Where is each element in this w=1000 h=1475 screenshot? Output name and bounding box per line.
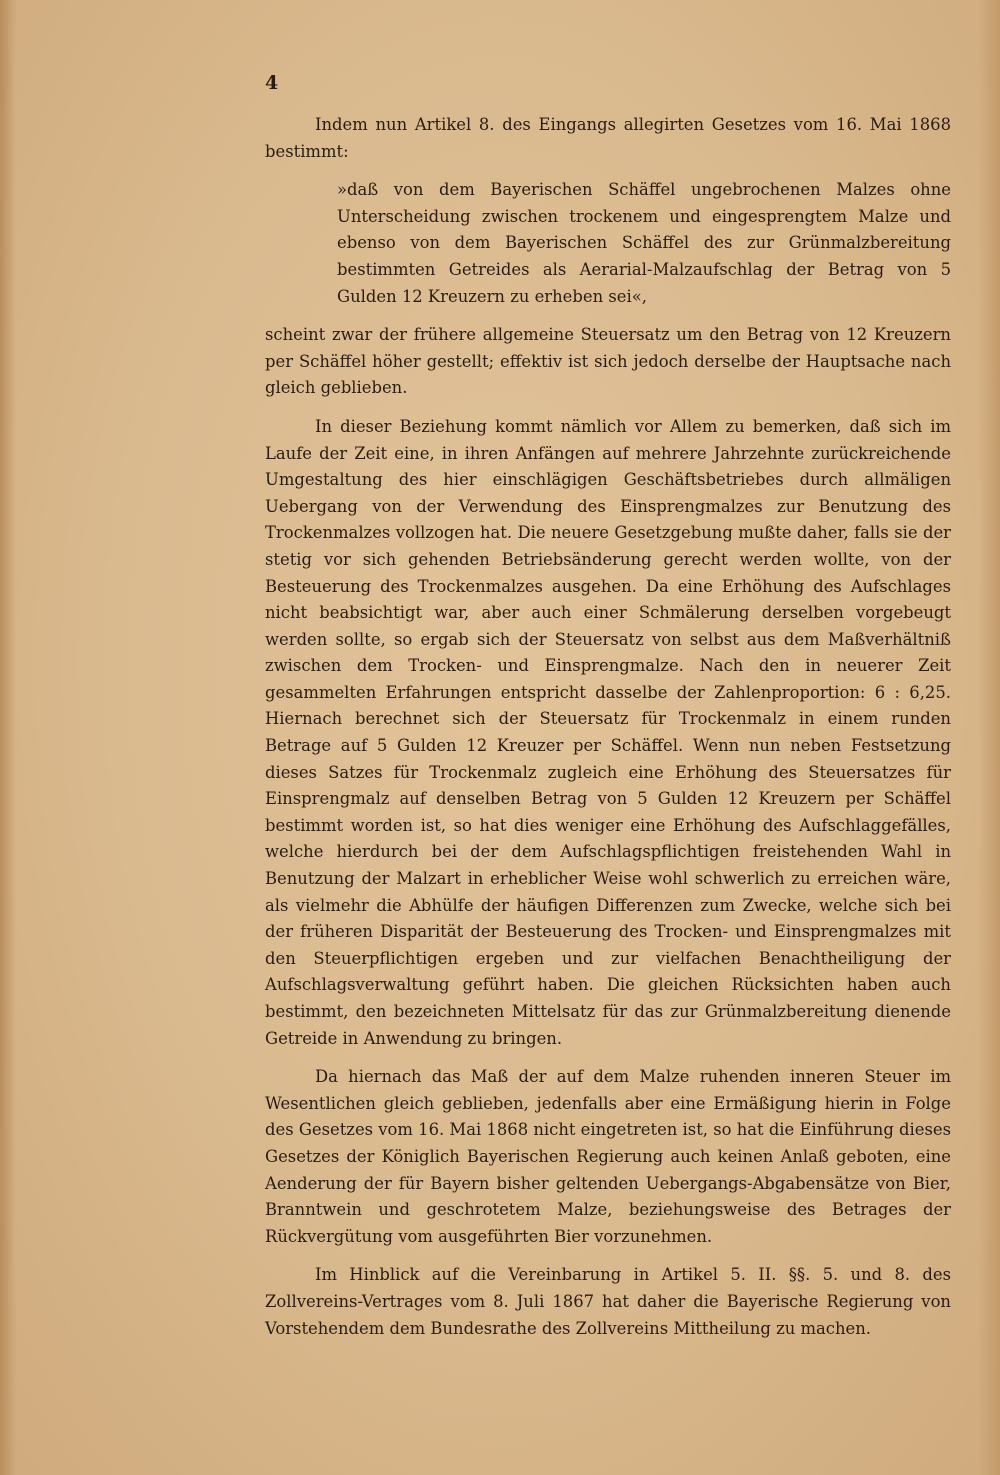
- paragraph-conclusion: Da hiernach das Maß der auf dem Malze ruhenden inneren Steuer im Wesentlichen gleich geblieben, jedenfalls aber eine Ermäßigung hierin in Folge des Gesetzes vom 16. Mai 1868 nicht eingetreten ist, so hat die Einführung dieses Gesetzes der Königlich Bayerischen Regierung auch keinen Anlaß geboten, eine Aenderung der für Bayern bisher geltenden Uebergangs-Abgabensätze von Bier, Branntwein und geschrotetem Malze, beziehungsweise des Betrages der Rückvergütung vom ausgeführten Bier vorzunehmen.: [265, 1067, 952, 1246]
- page-edge-shadow-left: [0, 0, 16, 1475]
- paragraph-closing: Im Hinblick auf die Vereinbarung in Artikel 5. II. §§. 5. und 8. des Zollvereins-Vertrages vom 8. Juli 1867 hat daher die Bayerische Regierung von Vorstehendem dem Bundesrathe des Zollvereins Mittheilung zu machen.: [265, 1265, 951, 1338]
- paragraph-continuation: scheint zwar der frühere allgemeine Steuersatz um den Betrag von 12 Kreuzern per Schäffel höher gestellt; effektiv ist sich jedoch derselbe der Hauptsache nach gleich geblieben.: [265, 325, 951, 398]
- page-number: 4: [265, 72, 279, 94]
- paragraph-intro: Indem nun Artikel 8. des Eingangs allegirten Gesetzes vom 16. Mai 1868 bestimmt:: [265, 115, 951, 161]
- paragraph-explanation: In dieser Beziehung kommt nämlich vor Allem zu bemerken, daß sich im Laufe der Zeit eine, in ihren Anfängen auf mehrere Jahrzehnte zurückreichende Umgestaltung des hier einschlägigen Geschäftsbetriebes durch allmäligen Uebergang von der Verwendung des Einsprengmalzes zur Benutzung des Trockenmalzes vollzogen hat. Die neuere Gesetzgebung mußte daher, falls sie der stetig vor sich gehenden Betriebsänderung gerecht werden wollte, von der Besteuerung des Trockenmalzes ausgehen. Da eine Erhöhung des Aufschlages nicht beabsichtigt war, aber auch einer Schmälerung derselben vorgebeugt werden sollte, so ergab sich der Steuersatz von selbst aus dem Maßverhältniß zwischen dem Trocken- und Einsprengmalze. Nach den in neuerer Zeit gesammelten Erfahrungen entspricht dasselbe der Zahlenproportion: 6 : 6,25. Hiernach berechnet sich der Steuersatz für Trockenmalz in einem runden Betrage auf 5 Gulden 12 Kreuzer per Schäffel. Wenn nun neben Festsetzung dieses Satzes für Trockenmalz zugleich eine Erhöhung des Steuersatzes für Einsprengmalz auf denselben Betrag von 5 Gulden 12 Kreuzern per Schäffel bestimmt worden ist, so hat dies weniger eine Erhöhung des Aufschlaggefälles, welche hierdurch bei der dem Aufschlagspflichtigen freistehenden Wahl in Benutzung der Malzart in erheblicher Weise wohl schwerlich zu erreichen wäre, als vielmehr die Abhülfe der häufigen Differenzen zum Zwecke, welche sich bei der früheren Disparität der Besteuerung des Trocken- und Einsprengmalzes mit den Steuerpflichtigen ergeben und zur vielfachen Benachtheiligung der Aufschlagsverwaltung geführt haben. Die gleichen Rücksichten haben auch bestimmt, den bezeichneten Mittelsatz für das zur Grünmalzbereitung dienende Getreide in Anwendung zu bringen.: [265, 416, 951, 1048]
- page-edge-shadow-right: [978, 0, 1000, 1475]
- body-text: [265, 112, 951, 1354]
- paragraph-quotation: »daß von dem Bayerischen Schäffel ungebrochenen Malzes ohne Unterscheidung zwischen trockenem und eingesprengtem Malze und ebenso von dem Bayerischen Schäffel des zur Grünmalzbereitung bestimmten Getreides als Aerarial-Malzaufschlag der Betrag von 5 Gulden 12 Kreuzern zu erheben sei«,: [337, 180, 951, 306]
